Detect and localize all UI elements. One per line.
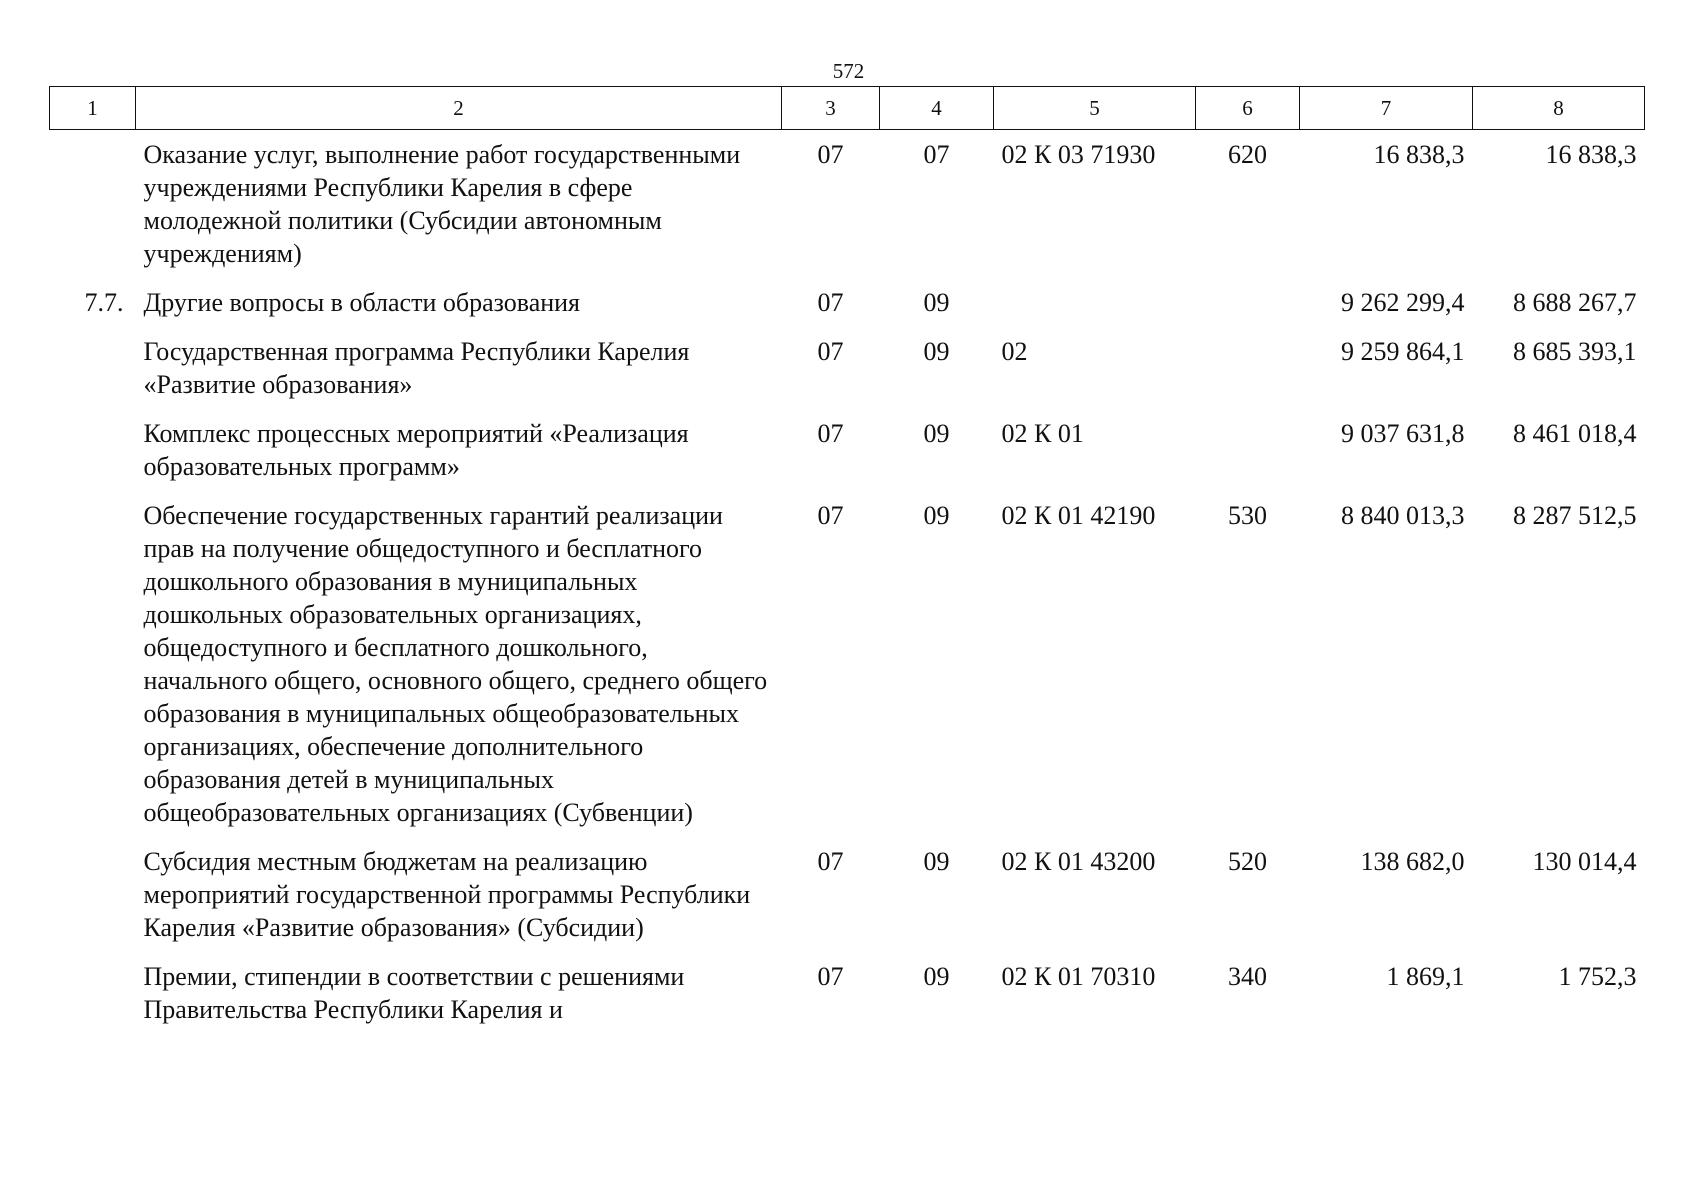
table-row bbox=[50, 335, 1645, 417]
row-target-code: 02 bbox=[1001, 337, 1028, 366]
row-section: 07 bbox=[817, 140, 844, 169]
row-number bbox=[50, 499, 136, 845]
row-section: 07 bbox=[817, 419, 844, 448]
row-expense-type bbox=[1196, 286, 1300, 335]
row-subsection: 09 bbox=[923, 847, 950, 876]
row-expense-type: 620 bbox=[1228, 140, 1267, 169]
row-target-code: 02 К 01 42190 bbox=[1001, 501, 1156, 530]
row-sum-col7: 9 262 299,4 bbox=[1341, 288, 1465, 317]
row-subsection: 07 bbox=[923, 140, 950, 169]
row-target-code: 02 К 01 43200 bbox=[1001, 847, 1156, 876]
row-sum-col8: 1 752,3 bbox=[1558, 962, 1637, 991]
header-col-7: 7 bbox=[1300, 87, 1473, 130]
row-name: Государственная программа Республики Карелия «Развитие образования» bbox=[143, 337, 690, 399]
header-col-5: 5 bbox=[994, 87, 1196, 130]
row-number bbox=[50, 335, 136, 417]
row-target-code bbox=[994, 286, 1196, 335]
row-expense-type: 530 bbox=[1228, 501, 1267, 530]
row-subsection: 09 bbox=[923, 962, 950, 991]
row-expense-type bbox=[1196, 417, 1300, 499]
row-name: Субсидия местным бюджетам на реализацию мероприятий государственной программы Республики Карелия «Развитие образования» (Субсидии) bbox=[143, 847, 751, 942]
table-row bbox=[50, 499, 1645, 845]
table-row bbox=[50, 286, 1645, 335]
header-col-2: 2 bbox=[136, 87, 782, 130]
row-name: Обеспечение государственных гарантий реализации прав на получение общедоступного и бесплатного дошкольного образования в муниципальных дошкольных образовательных организациях, общедоступного и бесплатного дошкольного, начального общего, основного общего, среднего общего образования в муниципальных общеобразовательных организациях, обеспечение дополнительного образования детей в муниципальных общеобразовательных организациях (Субвенции) bbox=[143, 501, 768, 827]
row-sum-col8: 16 838,3 bbox=[1545, 140, 1637, 169]
row-expense-type: 340 bbox=[1228, 962, 1267, 991]
header-col-4: 4 bbox=[880, 87, 994, 130]
row-sum-col7: 8 840 013,3 bbox=[1341, 501, 1465, 530]
row-expense-type bbox=[1196, 335, 1300, 417]
row-sum-col7: 9 259 864,1 bbox=[1341, 337, 1465, 366]
header-col-1: 1 bbox=[50, 87, 136, 130]
table-row bbox=[50, 960, 1645, 1042]
row-expense-type: 520 bbox=[1228, 847, 1267, 876]
row-name: Комплекс процессных мероприятий «Реализация образовательных программ» bbox=[143, 419, 689, 481]
row-name: Премии, стипендии в соответствии с решениями Правительства Республики Карелия и bbox=[143, 962, 685, 1024]
row-sum-col7: 9 037 631,8 bbox=[1341, 419, 1465, 448]
header-col-6: 6 bbox=[1196, 87, 1300, 130]
row-sum-col8: 8 287 512,5 bbox=[1513, 501, 1637, 530]
row-target-code: 02 К 03 71930 bbox=[1001, 140, 1156, 169]
row-sum-col8: 8 461 018,4 bbox=[1513, 419, 1637, 448]
header-row bbox=[50, 87, 1645, 130]
table-header bbox=[50, 87, 1645, 130]
row-subsection: 09 bbox=[923, 419, 950, 448]
row-section: 07 bbox=[817, 337, 844, 366]
row-sum-col8: 8 685 393,1 bbox=[1513, 337, 1637, 366]
row-number bbox=[50, 845, 136, 960]
row-target-code: 02 К 01 bbox=[1001, 419, 1084, 448]
row-number: 7.7. bbox=[84, 288, 124, 317]
table-row bbox=[50, 417, 1645, 499]
row-number bbox=[50, 417, 136, 499]
row-subsection: 09 bbox=[923, 501, 950, 530]
row-section: 07 bbox=[817, 288, 844, 317]
row-number bbox=[50, 130, 136, 287]
table-row bbox=[50, 845, 1645, 960]
row-sum-col7: 1 869,1 bbox=[1386, 962, 1465, 991]
row-subsection: 09 bbox=[923, 288, 950, 317]
row-name: Оказание услуг, выполнение работ государственными учреждениями Республики Карелия в сфере молодежной политики (Субсидии автономным учреждениям) bbox=[143, 140, 741, 268]
row-sum-col8: 130 014,4 bbox=[1532, 847, 1637, 876]
budget-table bbox=[49, 86, 1645, 1042]
table-body bbox=[50, 130, 1645, 1043]
page-number: 572 bbox=[832, 59, 865, 83]
table-row bbox=[50, 130, 1645, 287]
header-col-3: 3 bbox=[782, 87, 880, 130]
row-sum-col7: 138 682,0 bbox=[1360, 847, 1465, 876]
row-section: 07 bbox=[817, 847, 844, 876]
header-col-8: 8 bbox=[1473, 87, 1645, 130]
row-name: Другие вопросы в области образования bbox=[143, 288, 581, 317]
row-number bbox=[50, 960, 136, 1042]
row-section: 07 bbox=[817, 962, 844, 991]
row-target-code: 02 К 01 70310 bbox=[1001, 962, 1156, 991]
row-sum-col7: 16 838,3 bbox=[1373, 140, 1465, 169]
row-section: 07 bbox=[817, 501, 844, 530]
row-sum-col8: 8 688 267,7 bbox=[1513, 288, 1637, 317]
row-subsection: 09 bbox=[923, 337, 950, 366]
